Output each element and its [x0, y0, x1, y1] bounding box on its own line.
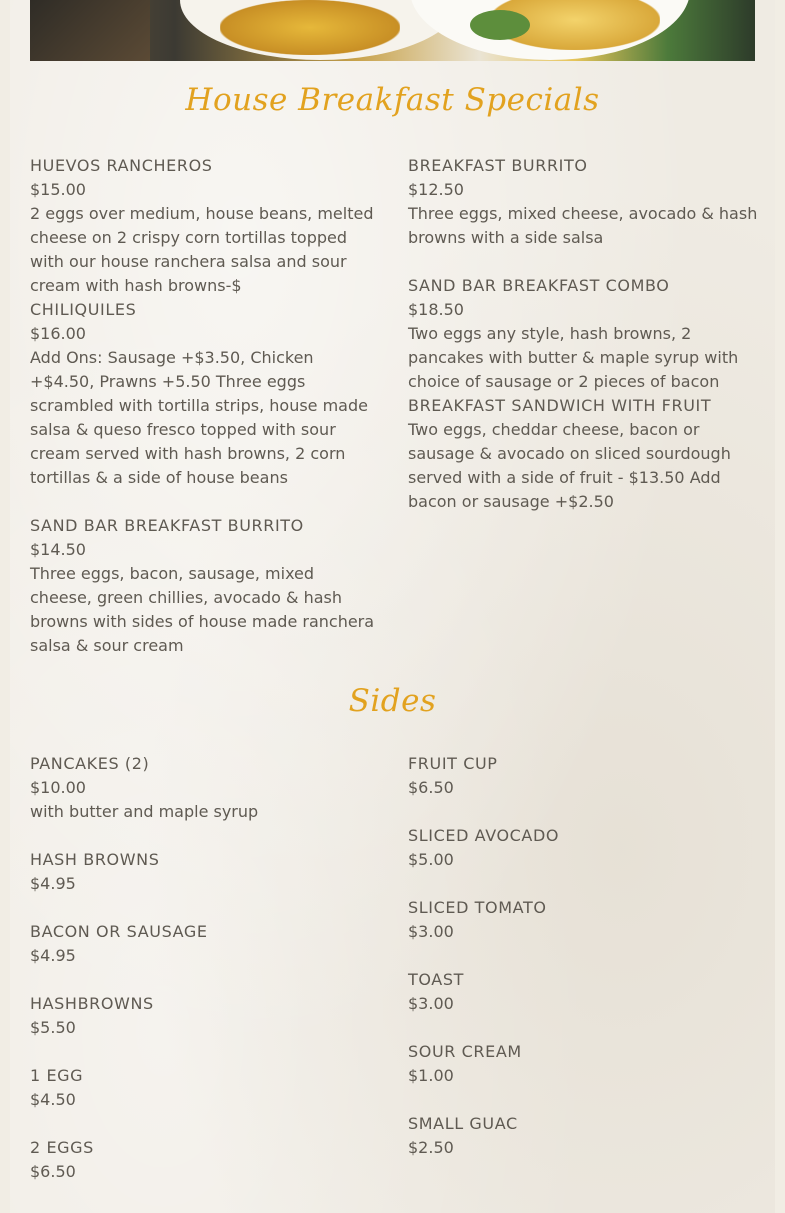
menu-item	[408, 1112, 758, 1160]
item-price: $2.50	[408, 1138, 454, 1157]
item-price: $18.50	[408, 300, 464, 319]
menu-item	[408, 274, 758, 394]
item-name: HUEVOS RANCHEROS	[30, 156, 213, 175]
menu-page	[10, 0, 775, 1213]
item-name: BACON OR SAUSAGE	[30, 922, 208, 941]
item-name: BREAKFAST BURRITO	[408, 156, 588, 175]
item-price: $4.95	[30, 946, 76, 965]
item-name: PANCAKES (2)	[30, 754, 150, 773]
item-price: $10.00	[30, 778, 86, 797]
breakfast-right-column	[408, 154, 758, 514]
item-name: SLICED TOMATO	[408, 898, 547, 917]
item-name: 1 EGG	[30, 1066, 84, 1085]
item-name: 2 EGGS	[30, 1138, 94, 1157]
sides-left-column	[30, 752, 380, 1184]
item-name: FRUIT CUP	[408, 754, 498, 773]
menu-item	[408, 394, 758, 514]
breakfast-photo	[30, 0, 755, 61]
menu-item	[30, 298, 380, 490]
item-price: $1.00	[408, 1066, 454, 1085]
menu-item	[408, 154, 758, 250]
sides-section-title: Sides	[348, 683, 437, 719]
menu-item	[30, 1136, 380, 1184]
menu-item	[408, 896, 758, 944]
item-description: 2 eggs over medium, house beans, melted cheese on 2 crispy corn tortillas topped with our house ranchera salsa and sour cream with hash browns-$	[30, 204, 374, 295]
item-name: HASHBROWNS	[30, 994, 154, 1013]
item-price: $5.50	[30, 1018, 76, 1037]
menu-item	[30, 848, 380, 896]
menu-item	[30, 920, 380, 968]
item-description: Three eggs, bacon, sausage, mixed cheese, green chillies, avocado & hash browns with sides of house made ranchera salsa & sour cream	[30, 564, 375, 655]
menu-item	[30, 992, 380, 1040]
item-name: BREAKFAST SANDWICH WITH FRUIT	[408, 396, 712, 415]
breakfast-section-title: House Breakfast Specials	[185, 82, 600, 118]
menu-item	[30, 514, 380, 658]
item-price: $3.00	[408, 922, 454, 941]
item-name: SAND BAR BREAKFAST BURRITO	[30, 516, 304, 535]
item-price: $16.00	[30, 324, 86, 343]
item-price: $12.50	[408, 180, 464, 199]
menu-item	[408, 968, 758, 1016]
item-description: Three eggs, mixed cheese, avocado & hash browns with a side salsa	[408, 204, 758, 247]
item-name: SMALL GUAC	[408, 1114, 518, 1133]
menu-item	[30, 752, 380, 824]
menu-item	[408, 824, 758, 872]
item-name: SOUR CREAM	[408, 1042, 522, 1061]
item-price: $3.00	[408, 994, 454, 1013]
item-price: $6.50	[408, 778, 454, 797]
item-name: SAND BAR BREAKFAST COMBO	[408, 276, 670, 295]
menu-item	[30, 154, 380, 298]
item-price: $15.00	[30, 180, 86, 199]
item-price: $4.95	[30, 874, 76, 893]
item-name: SLICED AVOCADO	[408, 826, 560, 845]
item-description: Two eggs, cheddar cheese, bacon or sausage & avocado on sliced sourdough served with a side of fruit - $13.50 Add bacon or sausage +$2.50	[408, 420, 731, 511]
item-price: $4.50	[30, 1090, 76, 1109]
item-description: Add Ons: Sausage +$3.50, Chicken +$4.50, Prawns +5.50 Three eggs scrambled with tortilla strips, house made salsa & queso fresco topped with sour cream served with hash browns, 2 corn tortillas & a side of house beans	[30, 348, 368, 487]
menu-item	[408, 1040, 758, 1088]
sides-right-column	[408, 752, 758, 1160]
menu-item	[408, 752, 758, 800]
item-name: CHILIQUILES	[30, 300, 137, 319]
item-name: HASH BROWNS	[30, 850, 160, 869]
item-description: with butter and maple syrup	[30, 802, 259, 821]
item-price: $5.00	[408, 850, 454, 869]
item-price: $14.50	[30, 540, 86, 559]
item-description: Two eggs any style, hash browns, 2 pancakes with butter & maple syrup with choice of sausage or 2 pieces of bacon	[408, 324, 739, 391]
breakfast-left-column	[30, 154, 380, 658]
item-price: $6.50	[30, 1162, 76, 1181]
item-name: TOAST	[408, 970, 464, 989]
menu-item	[30, 1064, 380, 1112]
